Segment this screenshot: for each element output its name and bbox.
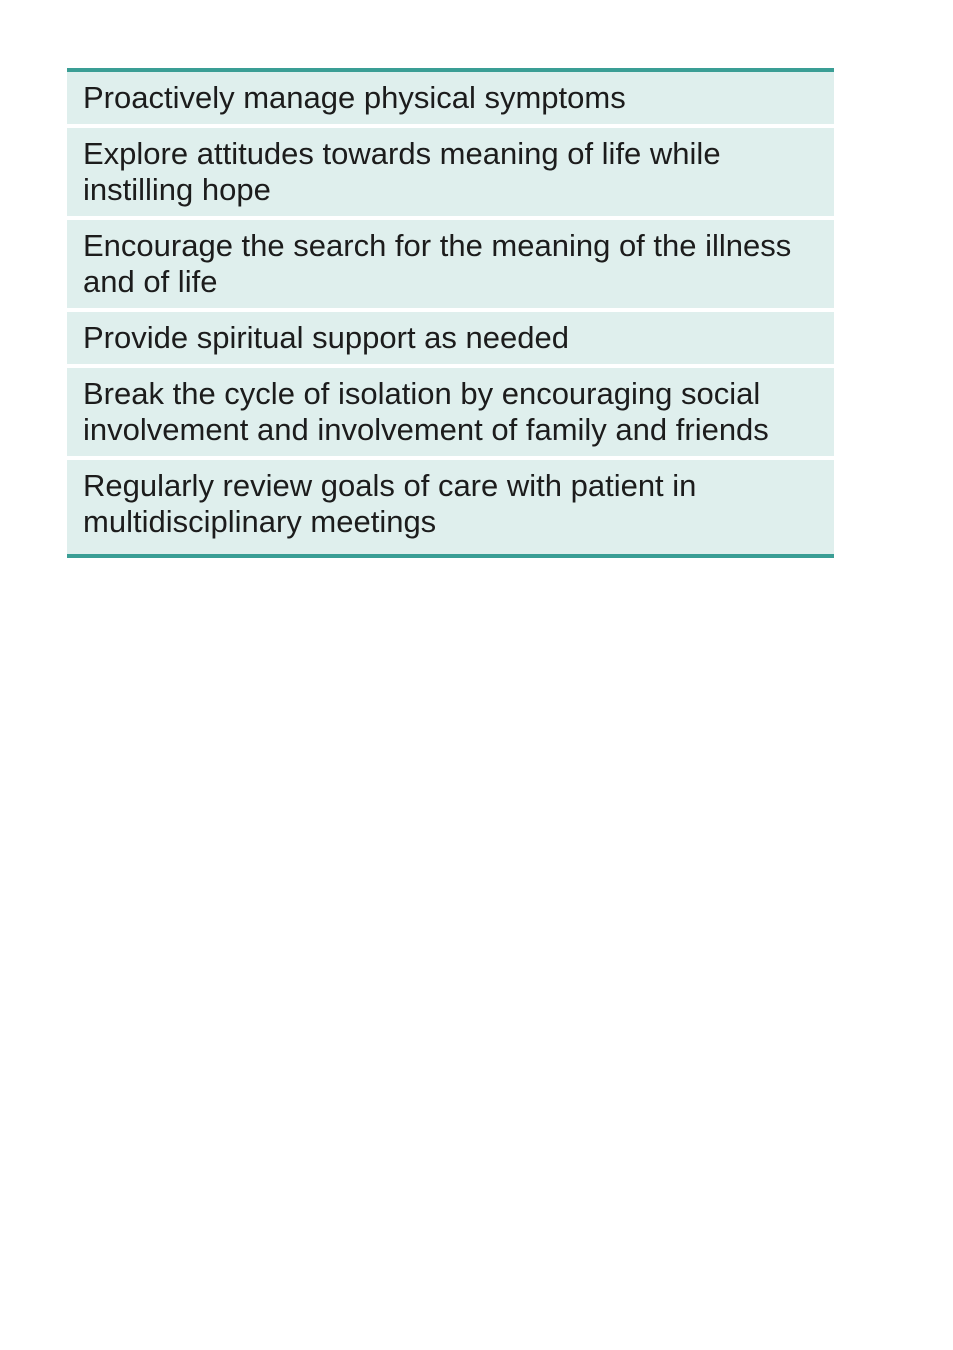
row-text: Regularly review goals of care with patient in multidisciplinary meetings bbox=[83, 468, 697, 539]
table-row bbox=[67, 312, 834, 368]
row-text: Break the cycle of isolation by encouraging social involvement and involvement of family and friends bbox=[83, 376, 769, 447]
care-recommendations-table bbox=[67, 68, 834, 558]
table-row bbox=[67, 220, 834, 312]
row-text: Proactively manage physical symptoms bbox=[83, 80, 626, 115]
table-row bbox=[67, 460, 834, 554]
table-row bbox=[67, 72, 834, 128]
row-text: Encourage the search for the meaning of the illness and of life bbox=[83, 228, 792, 299]
table-row bbox=[67, 128, 834, 220]
table-row bbox=[67, 368, 834, 460]
row-text: Explore attitudes towards meaning of life while instilling hope bbox=[83, 136, 721, 207]
row-text: Provide spiritual support as needed bbox=[83, 320, 569, 355]
